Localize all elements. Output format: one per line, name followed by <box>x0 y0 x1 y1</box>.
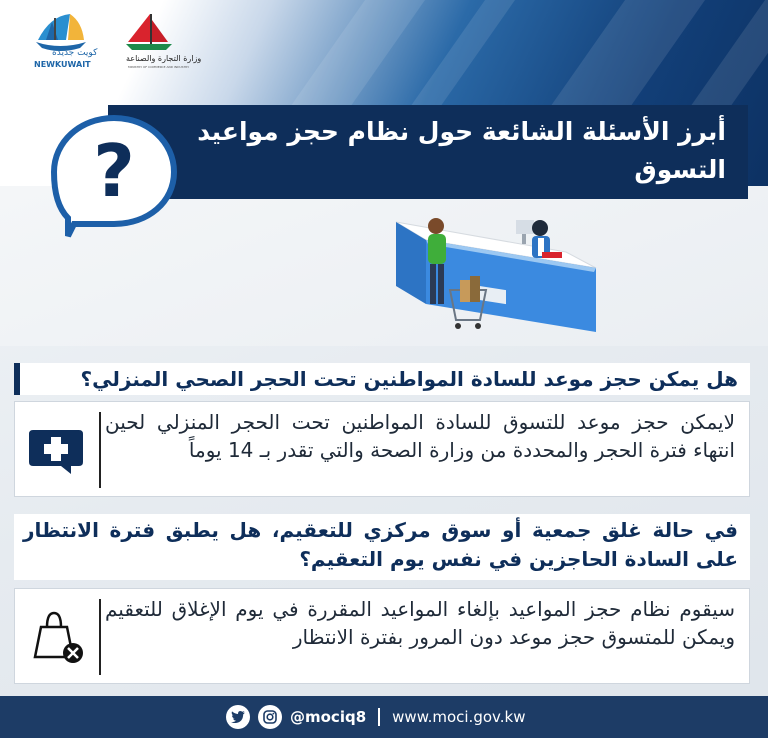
shopping-bag-cancel-icon <box>27 605 89 665</box>
twitter-icon[interactable] <box>226 705 250 729</box>
faq-question-1 <box>14 363 750 395</box>
answer-2-text: سيقوم نظام حجز المواعيد بإلغاء المواعيد المقررة في يوم الإغلاق للتعقيم ويمكن للمتسوق حجز موعد دون المرور بفترة الانتظار <box>105 597 735 649</box>
website-link[interactable]: www.moci.gov.kw <box>392 708 526 726</box>
faq-answer-1 <box>14 401 750 497</box>
social-handle[interactable]: @mociq8 <box>290 708 367 726</box>
moci-logo-text: وزارة التجارة والصناعة <box>126 54 202 63</box>
checkout-illustration <box>366 212 606 352</box>
question-1-text: هل يمكن حجز موعد للسادة المواطنين تحت الحجر الصحي المنزلي؟ <box>80 367 738 391</box>
medical-chat-icon <box>27 428 85 476</box>
answer-2-divider <box>99 599 101 675</box>
title-banner <box>108 105 748 199</box>
footer-separator <box>378 708 380 726</box>
question-2-text: في حالة غلق جمعية أو سوق مركزي للتعقيم، هل يطبق فترة الانتظار على السادة الحاجزين في نفس يوم التعقيم؟ <box>23 518 738 571</box>
instagram-icon[interactable] <box>258 705 282 729</box>
logos <box>30 10 202 72</box>
svg-text:?: ? <box>93 129 135 213</box>
question-mark-icon <box>48 112 180 240</box>
footer <box>0 696 768 738</box>
answer-1-divider <box>99 412 101 488</box>
moci-logo-sub: MINISTRY OF COMMERCE AND INDUSTRY <box>128 65 190 69</box>
answer-1-text: لايمكن حجز موعد للتسوق للسادة المواطنين تحت الحجر المنزلي لحين انتهاء فترة الحجر والمحددة من وزارة الصحة والتي تقدر بـ 14 يوماً <box>105 410 735 462</box>
new-kuwait-sub: كويت جديدة <box>52 48 98 58</box>
page-title: أبرز الأسئلة الشائعة حول نظام حجز مواعيد التسوق <box>197 117 726 184</box>
footer-links <box>226 704 525 730</box>
faq-answer-2 <box>14 588 750 684</box>
faq-question-2 <box>14 514 750 580</box>
new-kuwait-text: NEWKUWAIT <box>34 60 91 69</box>
moci-logo <box>122 12 176 52</box>
